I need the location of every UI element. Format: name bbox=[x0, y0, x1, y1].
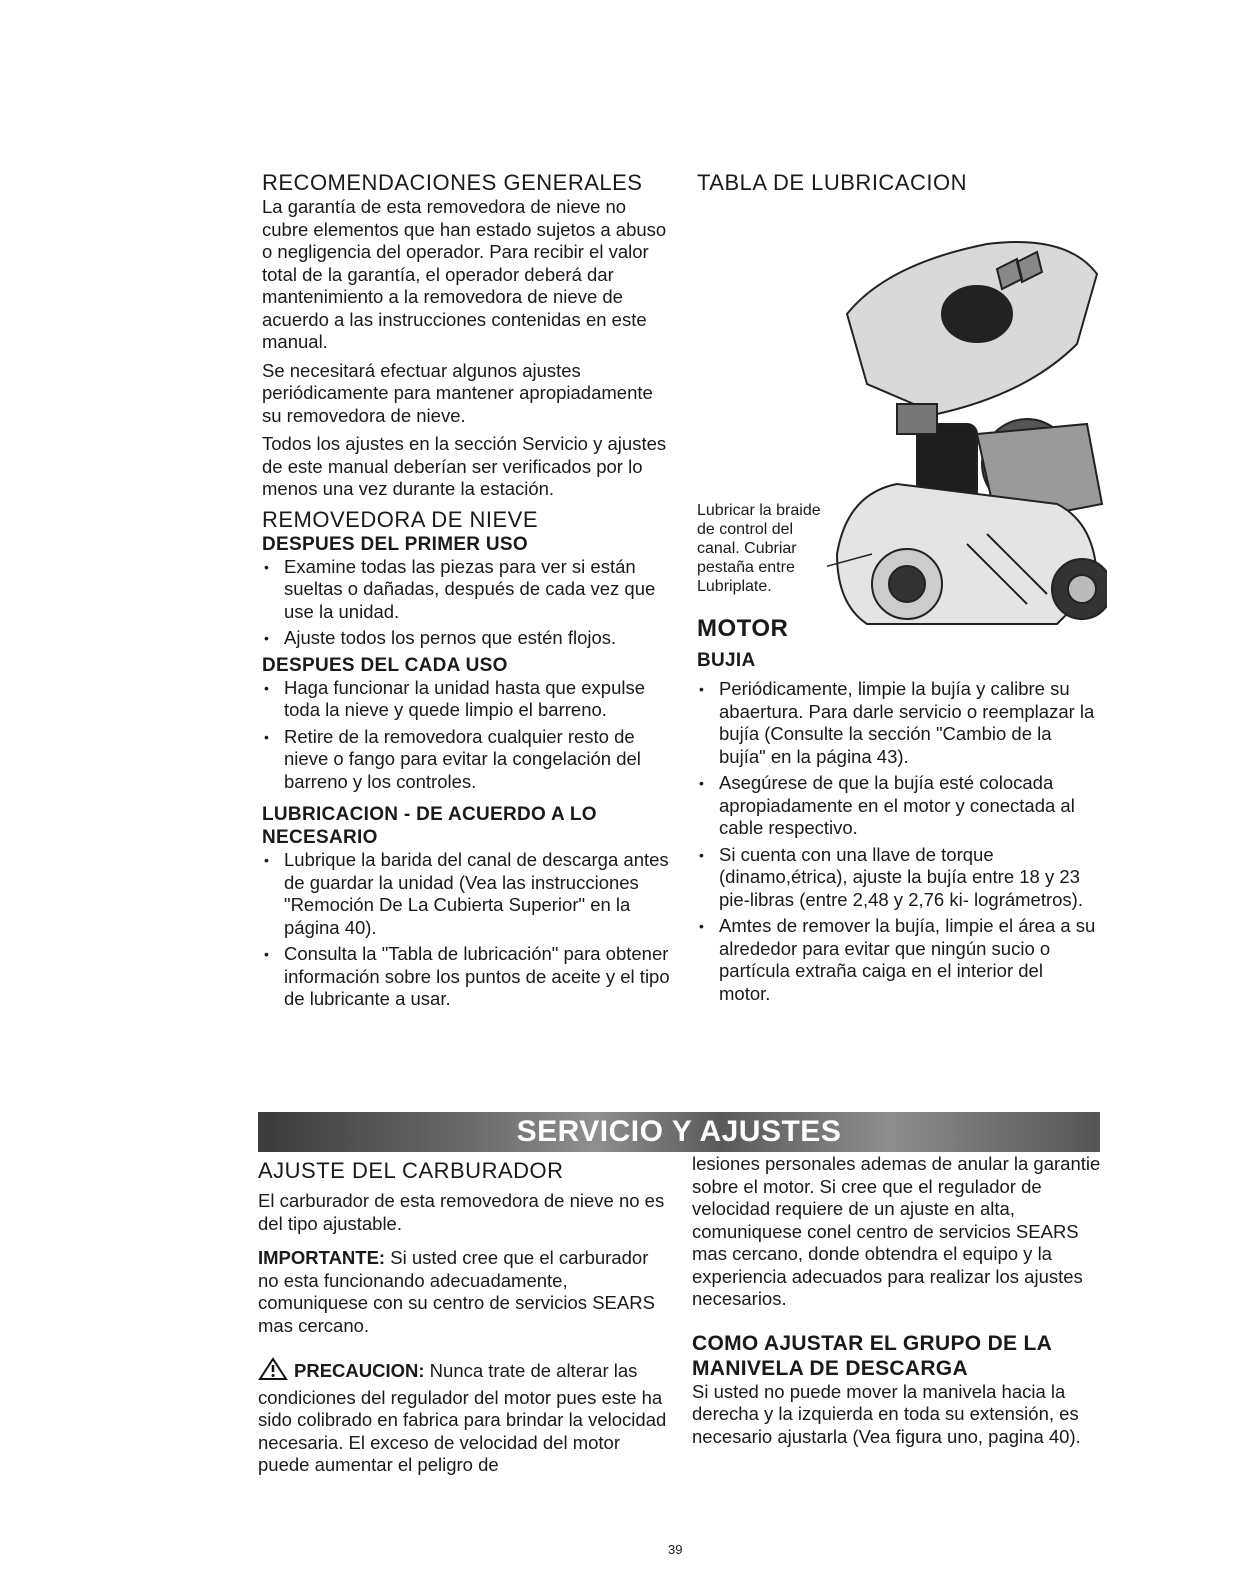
lubrication-heading: LUBRICACION - DE ACUERDO A LO NECESARIO bbox=[262, 804, 597, 848]
list-item: • Retire de la removedora cualquier resto de nieve o fango para evitar la congelación del barreno y los controles. bbox=[262, 726, 672, 794]
bottom-left-column bbox=[258, 1158, 673, 1483]
snowblower-illustration bbox=[827, 224, 1107, 634]
lubrication-list bbox=[262, 849, 672, 1011]
motor-section bbox=[697, 615, 1097, 1009]
spark-plug-heading: BUJIA bbox=[697, 650, 756, 671]
lubrication-figure bbox=[697, 196, 1107, 611]
page-number: 39 bbox=[668, 1542, 683, 1557]
list-item: • Lubrique la barida del canal de descarga antes de guardar la unidad (Vea las instrucciones "Remoción De La Cubierta Superior" en la página 40). bbox=[262, 849, 672, 939]
spark-plug-list bbox=[697, 678, 1097, 1005]
list-item: • Ajuste todos los pernos que estén flojos. bbox=[262, 627, 672, 650]
list-item: • Consulta la "Tabla de lubricación" para obtener información sobre los puntos de aceite y el tipo de lubricante a usar. bbox=[262, 943, 672, 1011]
discharge-crank-heading: COMO AJUSTAR EL GRUPO DE LA MANIVELA DE DESCARGA bbox=[692, 1331, 1052, 1380]
list-item: • Asegúrese de que la bujía esté colocada apropiadamente en el motor y conectada al cable respectivo. bbox=[697, 772, 1097, 840]
important-text: Si usted cree que el carburador no esta funcionando adecuadamente, comuniquese con su centro de servicios SEARS mas cercano. bbox=[258, 1247, 655, 1336]
general-paragraph-1: La garantía de esta removedora de nieve no cubre elementos que han estado sujetos a abuso o negligencia del operador. Para recibir el valor total de la garantía, el operador deberá dar mantenimiento a la removedora de nieve de acuerdo a las instrucciones contenidas en este manual. bbox=[262, 196, 667, 352]
general-paragraph-3: Todos los ajustes en la sección Servicio y ajustes de este manual deberían ser verificados por lo menos una vez durante la estación. bbox=[262, 433, 667, 499]
general-recommendations-heading: RECOMENDACIONES GENERALES bbox=[262, 170, 643, 195]
discharge-crank-paragraph: Si usted no puede mover la manivela hacia la derecha y la izquierda en toda su extensión, es necesario ajustarla (Vea figura uno, pagina 40). bbox=[692, 1380, 1081, 1447]
caution-text: Nunca trate de alterar las condiciones del regulador del motor pues este ha sido colibrado en fabrica para brindar la velocidad necesaria. El exceso de velocidad del motor puede aumentar el peligro de bbox=[258, 1360, 667, 1475]
list-item: • Examine todas las piezas para ver si están sueltas o dañadas, después de cada vez que use la unidad. bbox=[262, 556, 672, 624]
lubrication-chart-heading: TABLA DE LUBRICACION bbox=[697, 170, 967, 195]
lubrication-caption: Lubricar la braide de control del canal. Cubriar pestaña entre Lubriplate. bbox=[697, 502, 821, 595]
motor-heading: MOTOR bbox=[697, 615, 789, 642]
warning-triangle-icon bbox=[258, 1357, 288, 1387]
caution-paragraph bbox=[258, 1357, 673, 1477]
general-paragraph-2: Se necesitará efectuar algunos ajustes periódicamente para mantener apropiadamente su removedora de nieve. bbox=[262, 359, 653, 426]
carburetor-paragraph: El carburador de esta removedora de nieve no es del tipo ajustable. bbox=[258, 1190, 665, 1234]
after-first-use-heading: DESPUES DEL PRIMER USO bbox=[262, 533, 528, 555]
carburetor-heading: AJUSTE DEL CARBURADOR bbox=[258, 1158, 564, 1183]
each-use-list bbox=[262, 677, 672, 794]
after-each-use-heading: DESPUES DEL CADA USO bbox=[262, 654, 508, 676]
caution-continued-paragraph: lesiones personales ademas de anular la garantie sobre el motor. Si cree que el regulador de velocidad requiere de un ajuste en alta, comuniquese conel centro de servicios SEARS mas cercano, donde obtendra el equipo y la experiencia adecuados para realizar los ajustes necesarios. bbox=[692, 1153, 1101, 1309]
service-adjustments-banner bbox=[258, 1112, 1100, 1152]
list-item: • Haga funcionar la unidad hasta que expulse toda la nieve y quede limpio el barreno. bbox=[262, 677, 672, 722]
first-use-list bbox=[262, 556, 672, 650]
important-paragraph bbox=[258, 1247, 673, 1337]
caution-label: PRECAUCION: bbox=[294, 1360, 425, 1381]
important-label: IMPORTANTE: bbox=[258, 1247, 386, 1268]
left-column bbox=[262, 170, 672, 1015]
list-item: • Amtes de remover la bujía, limpie el área a su alrededor para evitar que ningún sucio o partícula extraña caiga en el interior del motor. bbox=[697, 915, 1097, 1005]
bottom-right-column bbox=[692, 1153, 1102, 1454]
list-item: • Periódicamente, limpie la bujía y calibre su abaertura. Para darle servicio o reemplazar la bujía (Consulte la sección "Cambio de la bujía" en la página 43). bbox=[697, 678, 1097, 768]
banner-title: SERVICIO Y AJUSTES bbox=[516, 1115, 842, 1148]
right-column bbox=[697, 170, 1097, 595]
snow-remover-heading: REMOVEDORA DE NIEVE bbox=[262, 506, 539, 532]
list-item: • Si cuenta con una llave de torque (dinamo,étrica), ajuste la bujía entre 18 y 23 pie-libras (entre 2,48 y 2,76 ki- lográmetros). bbox=[697, 844, 1097, 912]
